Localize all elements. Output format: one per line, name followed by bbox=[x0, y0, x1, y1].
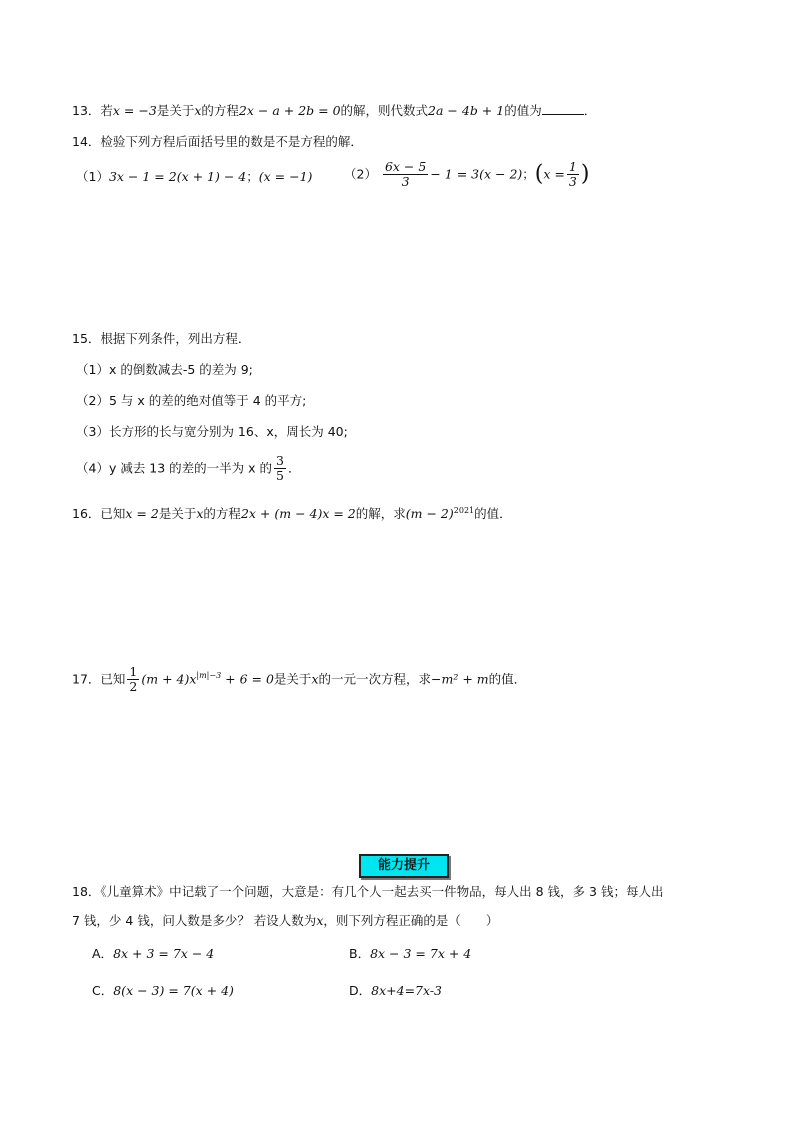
question-18-line-2: 7 钱，少 4 钱，问人数是多少？ 若设人数为x，则下列方程正确的是（ ） bbox=[72, 913, 499, 928]
section-title-ability-improvement: 能力提升 bbox=[359, 854, 449, 878]
option-c[interactable]: C．8(x − 3) = 7(x + 4) bbox=[92, 983, 234, 998]
question-16: 16．已知x = 2是关于x的方程2x + (m − 4)x = 2的解，求$(m - 2)^{2021}$的值． bbox=[72, 506, 512, 522]
question-17: 17．已知 $\frac{1}{2}$ $(m + 4)x^{|m|-3} + 6 = 0$是关于x的一元一次方程，求−m² + m的值． bbox=[72, 664, 527, 694]
question-15-item: （2）5 与 x 的差的绝对值等于 4 的平方; bbox=[76, 393, 307, 408]
fraction: $\frac{6x - 5}{3}$ bbox=[384, 159, 427, 189]
fraction: $\frac{3}{5}$ bbox=[276, 453, 284, 483]
question-14-part-1: （1）3x − 1 = 2(x + 1) − 4；(x = −1) bbox=[76, 169, 313, 184]
fraction: $\frac{1}{3}$ bbox=[568, 159, 577, 189]
question-18-line-1: 18．《儿童算术》中记载了一个问题，大意是：有几个人一起去买一件物品，每人出 8 钱，多 3 钱；每人出 bbox=[72, 884, 664, 899]
fraction: $\frac{1}{2}$ bbox=[129, 664, 138, 694]
question-15-item-4: （4）y 减去 13 的差的一半为 x 的 $\frac{3}{5}$ ． bbox=[76, 453, 301, 483]
answer-blank[interactable] bbox=[542, 102, 584, 115]
question-14-part-2: （2） $\frac{6x - 5}{3}$ − 1 = 3(x − 2)；(x = $\frac{1}{3}$ ) bbox=[344, 159, 590, 189]
question-15-title: 15．根据下列条件，列出方程． bbox=[72, 331, 251, 346]
option-b[interactable]: B．8x − 3 = 7x + 4 bbox=[349, 946, 472, 961]
option-a[interactable]: A．8x + 3 = 7x − 4 bbox=[92, 946, 215, 961]
question-15-item: （1）x 的倒数减去-5 的差为 9; bbox=[76, 362, 253, 377]
question-14-title: 14．检验下列方程后面括号里的数是不是方程的解． bbox=[72, 134, 363, 149]
option-d[interactable]: D．8x+4=7x-3 bbox=[349, 983, 443, 998]
question-13: 13．若x = −3是关于x的方程2x − a + 2b = 0的解，则代数式2a − 4b + 1的值为 ． bbox=[72, 103, 597, 118]
question-15-item: （3）长方形的长与宽分别为 16、x，周长为 40; bbox=[76, 424, 348, 439]
